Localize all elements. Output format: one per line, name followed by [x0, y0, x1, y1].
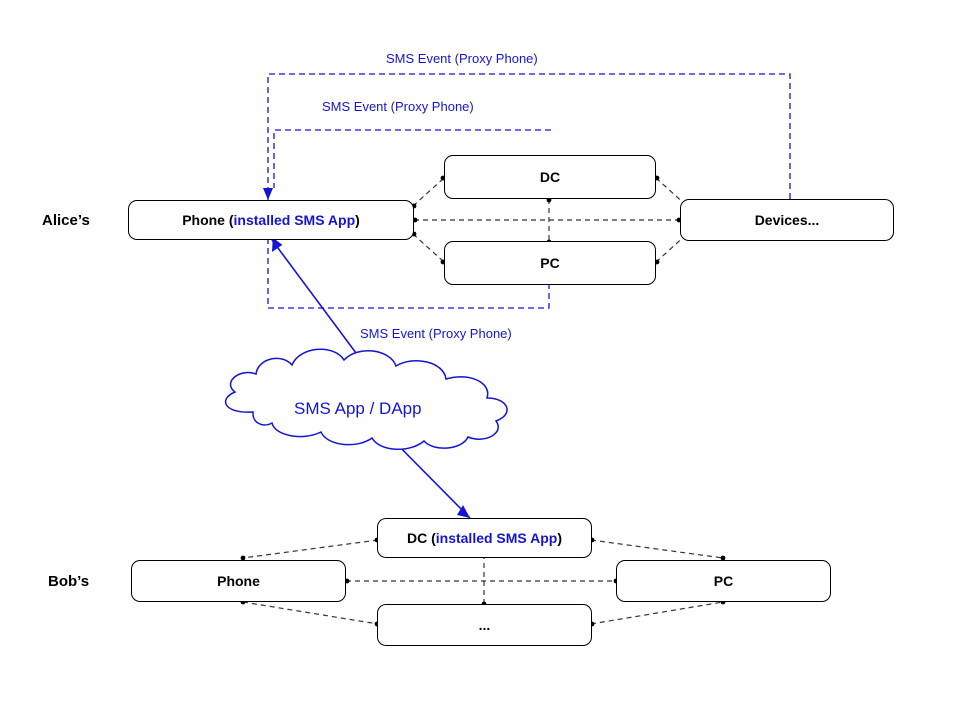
node-bob-dc[interactable] [377, 518, 592, 558]
node-bob-pc[interactable]: PC [616, 560, 831, 602]
node-alice-dc[interactable]: DC [444, 155, 656, 199]
cloud-label: SMS App / DApp [294, 399, 422, 418]
node-alice-phone-prefix: Phone ( [182, 212, 234, 228]
node-bob-dc-suffix: ) [557, 530, 563, 546]
group-label-alice: Alice’s [42, 212, 90, 229]
node-alice-phone[interactable] [128, 200, 414, 240]
node-bob-phone[interactable]: Phone [131, 560, 346, 602]
edge-label-sms-event-top: SMS Event (Proxy Phone) [386, 51, 538, 66]
node-bob-etc[interactable]: ... [377, 604, 592, 646]
node-alice-pc[interactable]: PC [444, 241, 656, 285]
edge-label-sms-event-second: SMS Event (Proxy Phone) [322, 99, 474, 114]
node-alice-devices[interactable]: Devices... [680, 199, 894, 241]
group-label-bob: Bob’s [48, 573, 90, 590]
node-alice-phone-accent: installed SMS App [233, 212, 356, 228]
edge-label-sms-event-third: SMS Event (Proxy Phone) [360, 326, 512, 341]
node-bob-dc-accent: installed SMS App [435, 530, 558, 546]
node-alice-phone-suffix: ) [355, 212, 360, 228]
node-bob-dc-prefix: DC ( [406, 530, 436, 546]
